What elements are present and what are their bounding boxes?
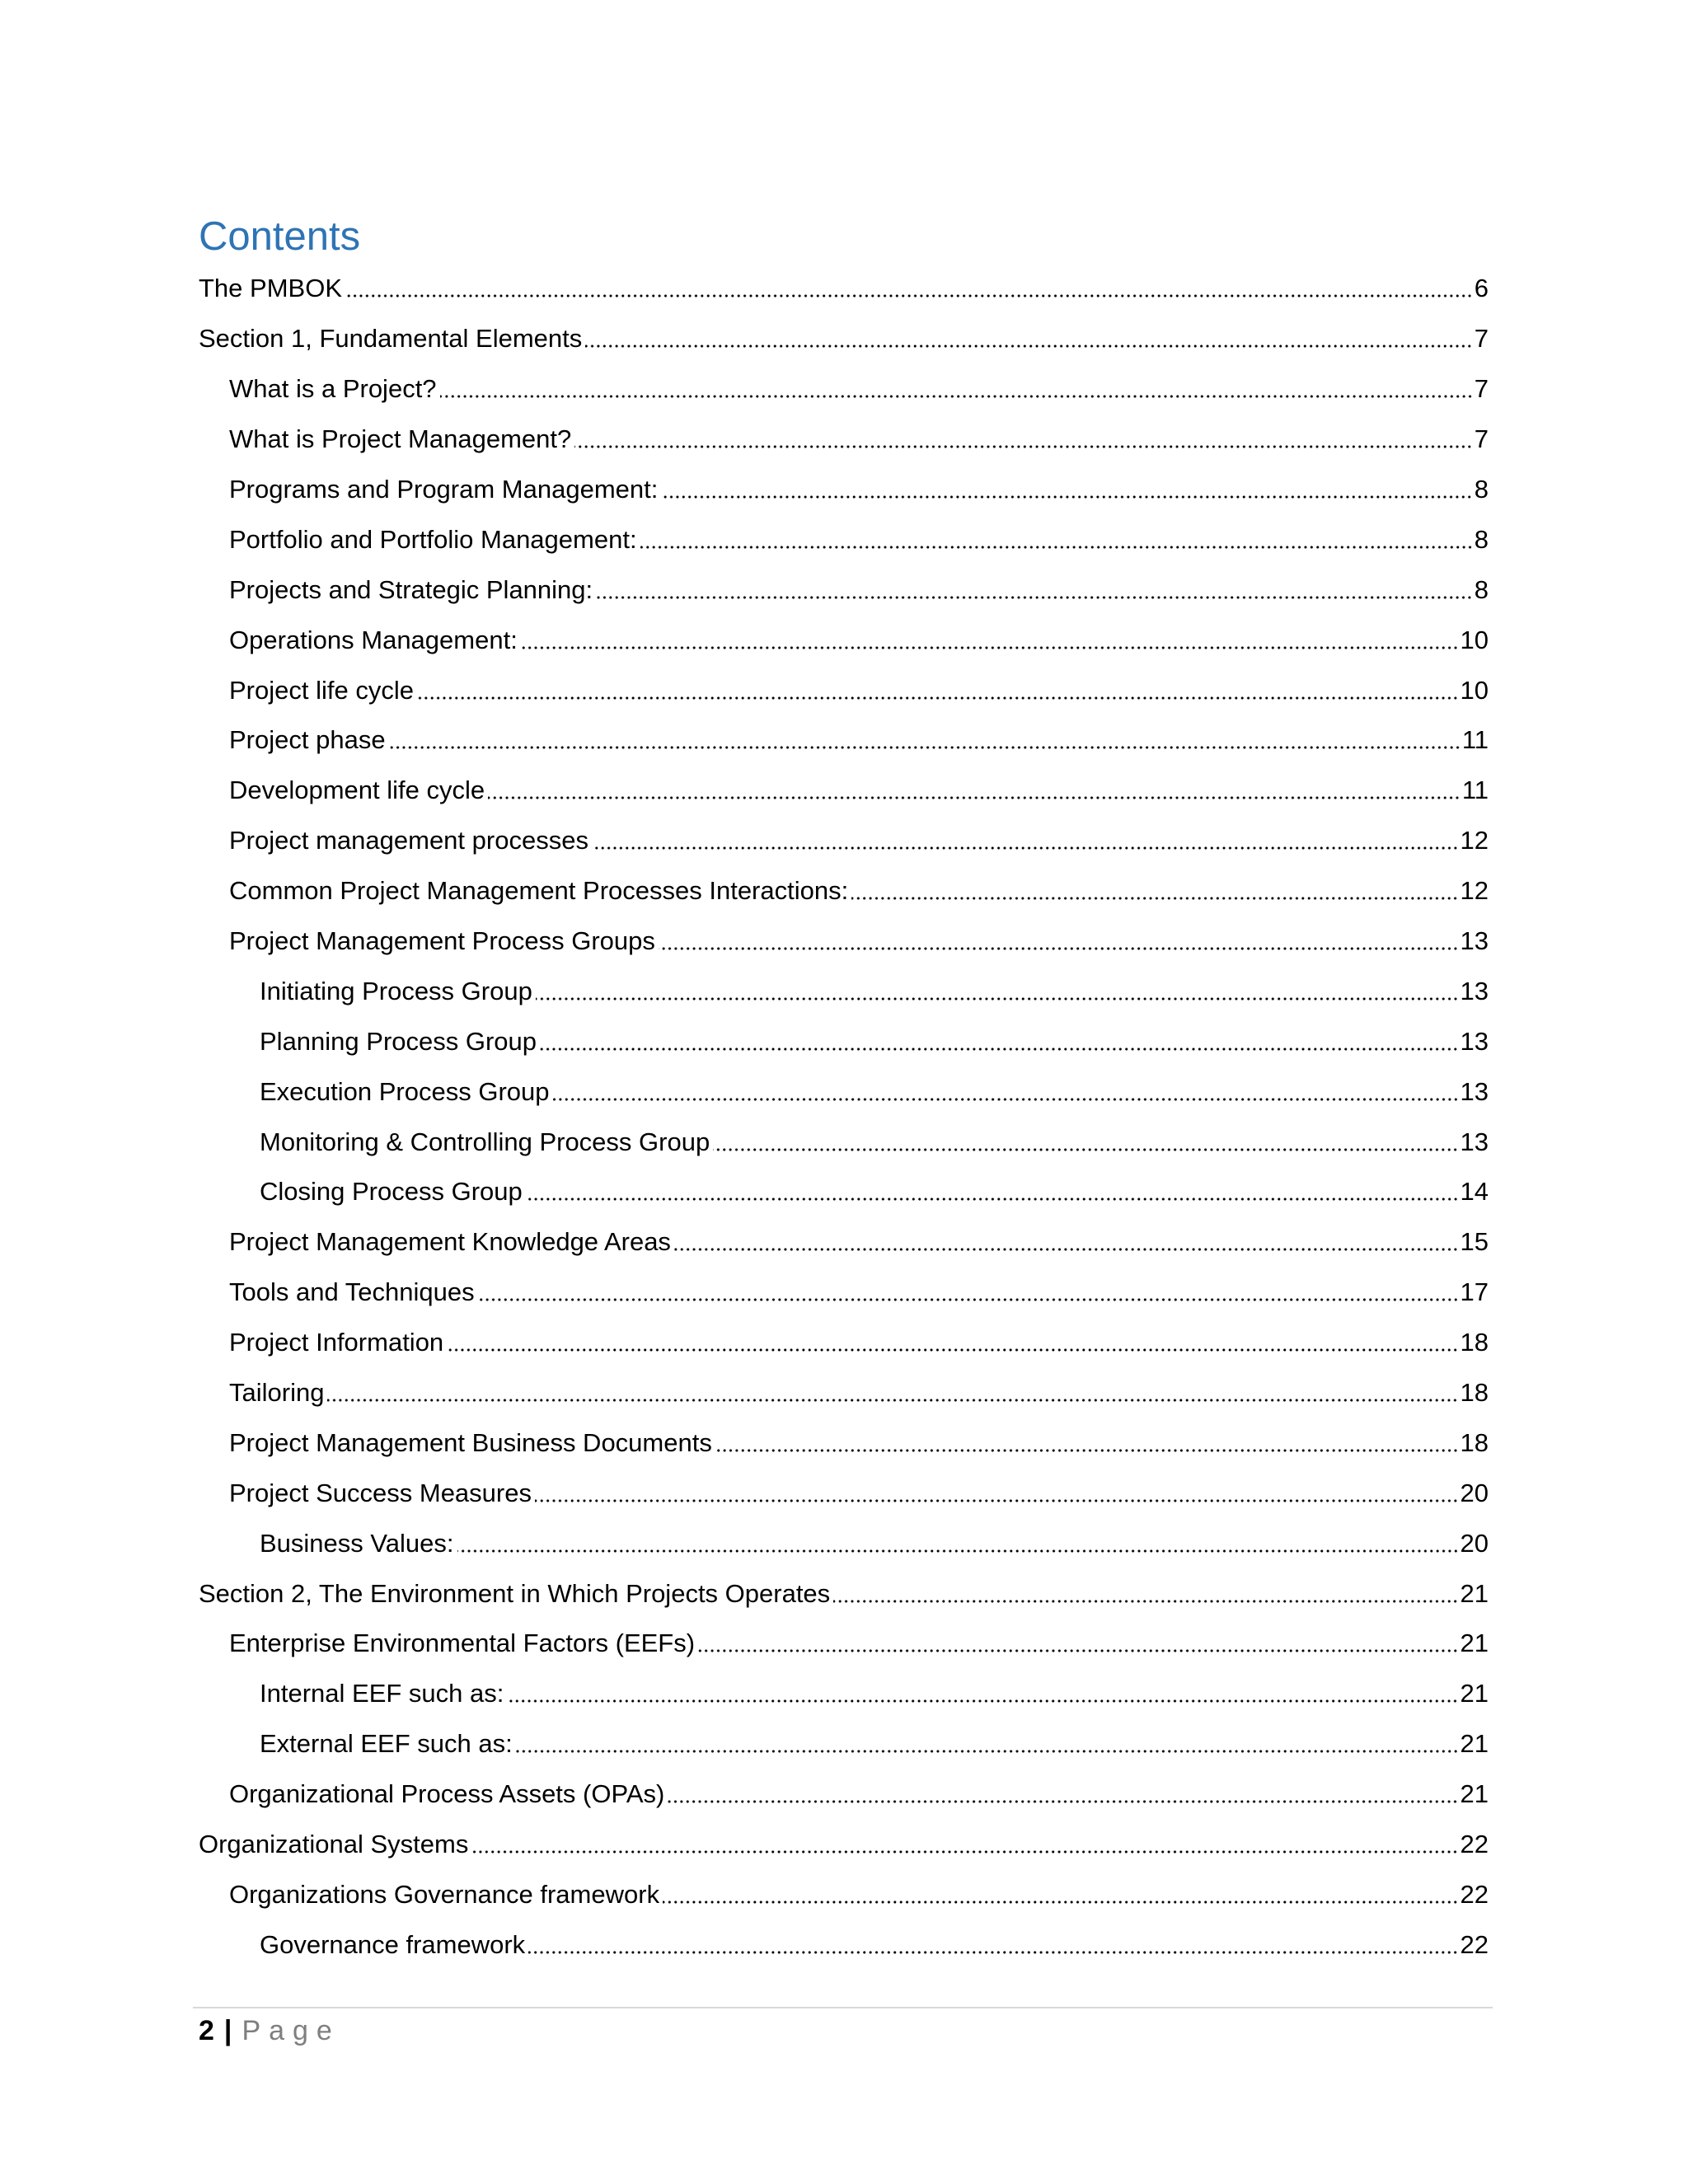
toc-entry-page-number[interactable]: 11 xyxy=(1461,725,1489,755)
toc-dot-leader xyxy=(471,1850,1458,1854)
toc-entry-title[interactable]: Business Values: xyxy=(260,1527,457,1560)
toc-entry[interactable] xyxy=(199,1619,1489,1669)
toc-dot-leader xyxy=(585,344,1472,348)
toc-entry[interactable] xyxy=(199,1669,1489,1719)
toc-entry-title[interactable]: Organizational Systems xyxy=(199,1828,471,1861)
toc-entry-title[interactable]: External EEF such as: xyxy=(260,1727,516,1760)
toc-dot-leader xyxy=(345,294,1473,298)
toc-entry[interactable] xyxy=(199,1518,1489,1568)
toc-entry-title[interactable]: Organizations Governance framework xyxy=(229,1878,663,1911)
toc-entry[interactable] xyxy=(199,916,1489,967)
toc-entry[interactable] xyxy=(199,1769,1489,1820)
toc-dot-leader xyxy=(417,696,1459,700)
toc-entry-page-number[interactable]: 22 xyxy=(1460,1929,1489,1959)
toc-entry-title[interactable]: Initiating Process Group xyxy=(260,975,536,1008)
toc-entry[interactable] xyxy=(199,1318,1489,1368)
toc-entry-page-number[interactable]: 20 xyxy=(1460,1528,1489,1558)
toc-entry[interactable] xyxy=(199,1870,1489,1920)
toc-dot-leader xyxy=(457,1549,1459,1553)
toc-entry-page-number[interactable]: 21 xyxy=(1460,1679,1489,1708)
toc-entry-page-number[interactable]: 8 xyxy=(1474,475,1489,504)
toc-entry[interactable] xyxy=(199,1268,1489,1318)
toc-entry[interactable] xyxy=(199,1468,1489,1518)
toc-dot-leader xyxy=(713,1148,1458,1151)
toc-entry[interactable] xyxy=(199,314,1489,364)
toc-entry[interactable] xyxy=(199,364,1489,415)
toc-dot-leader xyxy=(526,1197,1459,1201)
toc-entry[interactable] xyxy=(199,514,1489,565)
toc-dot-leader xyxy=(536,997,1459,1001)
toc-entry-title[interactable]: Section 1, Fundamental Elements xyxy=(199,322,585,355)
toc-entry[interactable] xyxy=(199,1568,1489,1619)
contents-heading: Contents xyxy=(199,214,361,259)
toc-dot-leader xyxy=(521,646,1459,649)
toc-entry-page-number[interactable]: 12 xyxy=(1460,826,1489,855)
toc-entry-title[interactable]: Monitoring & Controlling Process Group xyxy=(260,1126,713,1159)
toc-entry[interactable] xyxy=(199,1217,1489,1268)
toc-entry-page-number[interactable]: 18 xyxy=(1460,1328,1489,1357)
toc-entry-title[interactable]: Project Information xyxy=(229,1326,447,1359)
toc-dot-leader xyxy=(668,1800,1458,1803)
toc-entry-title[interactable]: The PMBOK xyxy=(199,272,345,305)
toc-dot-leader xyxy=(488,796,1461,799)
toc-dot-leader xyxy=(528,1951,1458,1954)
toc-entry-page-number[interactable]: 14 xyxy=(1460,1177,1489,1207)
toc-entry-title[interactable]: Project phase xyxy=(229,724,389,757)
toc-entry[interactable] xyxy=(199,1117,1489,1167)
toc-entry-page-number[interactable]: 22 xyxy=(1460,1879,1489,1909)
toc-entry-page-number[interactable]: 18 xyxy=(1460,1427,1489,1457)
toc-dot-leader xyxy=(574,445,1473,448)
toc-entry[interactable] xyxy=(199,565,1489,615)
toc-entry[interactable] xyxy=(199,415,1489,465)
toc-entry-page-number[interactable]: 10 xyxy=(1460,625,1489,654)
toc-dot-leader xyxy=(478,1298,1459,1301)
toc-entry-title[interactable]: Development life cycle xyxy=(229,774,488,807)
toc-entry-page-number[interactable]: 13 xyxy=(1460,1127,1489,1156)
toc-entry-title[interactable]: Closing Process Group xyxy=(260,1175,526,1208)
toc-entry-title[interactable]: Governance framework xyxy=(260,1929,528,1961)
toc-dot-leader xyxy=(661,495,1472,499)
toc-entry-title[interactable]: Internal EEF such as: xyxy=(260,1677,507,1710)
table-of-contents xyxy=(199,264,1489,1970)
toc-dot-leader xyxy=(851,897,1458,900)
toc-entry-title[interactable]: What is Project Management? xyxy=(229,423,574,456)
toc-entry-title[interactable]: Project Management Knowledge Areas xyxy=(229,1226,674,1258)
toc-dot-leader xyxy=(507,1699,1458,1703)
toc-entry-title[interactable]: Common Project Management Processes Interactions: xyxy=(229,874,851,907)
toc-entry[interactable] xyxy=(199,1167,1489,1217)
toc-entry-title[interactable]: Project management processes xyxy=(229,824,592,857)
toc-entry[interactable] xyxy=(199,715,1489,766)
toc-entry[interactable] xyxy=(199,1919,1489,1970)
toc-entry-page-number[interactable]: 8 xyxy=(1474,574,1489,604)
toc-entry-title[interactable]: Projects and Strategic Planning: xyxy=(229,574,596,607)
toc-dot-leader xyxy=(659,947,1459,950)
toc-dot-leader xyxy=(592,846,1459,850)
footer-separator: | xyxy=(223,2014,232,2046)
toc-entry-title[interactable]: Tailoring xyxy=(229,1376,327,1409)
toc-entry-title[interactable]: Execution Process Group xyxy=(260,1076,553,1108)
toc-dot-leader xyxy=(674,1248,1459,1251)
toc-entry[interactable] xyxy=(199,966,1489,1016)
toc-entry-page-number[interactable]: 7 xyxy=(1474,324,1489,354)
toc-dot-leader xyxy=(663,1900,1458,1904)
toc-entry-title[interactable]: What is a Project? xyxy=(229,373,440,405)
toc-dot-leader xyxy=(327,1399,1458,1402)
toc-entry[interactable] xyxy=(199,264,1489,314)
toc-entry-page-number[interactable]: 13 xyxy=(1460,1026,1489,1056)
toc-entry-page-number[interactable]: 22 xyxy=(1460,1830,1489,1859)
toc-entry[interactable] xyxy=(199,1719,1489,1769)
toc-entry-page-number[interactable]: 11 xyxy=(1461,776,1489,805)
toc-entry-page-number[interactable]: 15 xyxy=(1460,1227,1489,1257)
toc-entry-page-number[interactable]: 21 xyxy=(1460,1629,1489,1658)
toc-entry-page-number[interactable]: 12 xyxy=(1460,876,1489,906)
toc-entry-title[interactable]: Section 2, The Environment in Which Projects Operates xyxy=(199,1577,833,1610)
toc-dot-leader xyxy=(540,1047,1458,1051)
footer-divider xyxy=(193,2007,1493,2008)
toc-entry-page-number[interactable]: 7 xyxy=(1474,374,1489,404)
page-footer xyxy=(199,2011,340,2050)
toc-entry-page-number[interactable]: 8 xyxy=(1474,524,1489,554)
toc-entry-title[interactable]: Planning Process Group xyxy=(260,1025,540,1058)
toc-entry[interactable] xyxy=(199,866,1489,916)
toc-entry-title[interactable]: Portfolio and Portfolio Management: xyxy=(229,523,640,556)
toc-entry-title[interactable]: Operations Management: xyxy=(229,624,521,657)
toc-entry-title[interactable]: Project Success Measures xyxy=(229,1477,535,1510)
toc-dot-leader xyxy=(640,546,1473,549)
toc-entry[interactable] xyxy=(199,1820,1489,1870)
toc-entry-page-number[interactable]: 17 xyxy=(1460,1277,1489,1307)
toc-dot-leader xyxy=(715,1449,1459,1452)
toc-entry[interactable] xyxy=(199,665,1489,715)
toc-entry-title[interactable]: Tools and Techniques xyxy=(229,1276,478,1309)
toc-dot-leader xyxy=(833,1600,1458,1603)
toc-entry-page-number[interactable]: 6 xyxy=(1474,274,1489,303)
toc-dot-leader xyxy=(596,596,1473,599)
toc-dot-leader xyxy=(698,1649,1458,1652)
toc-entry-page-number[interactable]: 20 xyxy=(1460,1478,1489,1507)
toc-entry-page-number[interactable]: 13 xyxy=(1460,1076,1489,1106)
toc-entry-title[interactable]: Project life cycle xyxy=(229,674,417,707)
toc-entry-page-number[interactable]: 18 xyxy=(1460,1378,1489,1408)
toc-dot-leader xyxy=(535,1499,1459,1502)
toc-entry[interactable] xyxy=(199,1066,1489,1117)
toc-entry-page-number[interactable]: 7 xyxy=(1474,424,1489,454)
toc-entry[interactable] xyxy=(199,1418,1489,1468)
toc-dot-leader xyxy=(516,1750,1459,1753)
toc-dot-leader xyxy=(553,1098,1459,1101)
toc-entry[interactable] xyxy=(199,766,1489,816)
toc-entry[interactable] xyxy=(199,1368,1489,1418)
toc-entry-title[interactable]: Programs and Program Management: xyxy=(229,473,661,506)
toc-entry-title[interactable]: Enterprise Environmental Factors (EEFs) xyxy=(229,1627,698,1660)
footer-page-label: Page xyxy=(241,2014,340,2046)
toc-entry-title[interactable]: Project Management Process Groups xyxy=(229,925,659,958)
toc-entry-page-number[interactable]: 21 xyxy=(1460,1779,1489,1809)
toc-entry-page-number[interactable]: 13 xyxy=(1460,976,1489,1005)
toc-entry-page-number[interactable]: 21 xyxy=(1460,1729,1489,1759)
toc-dot-leader xyxy=(447,1348,1458,1352)
toc-entry[interactable] xyxy=(199,615,1489,665)
toc-entry-page-number[interactable]: 21 xyxy=(1460,1578,1489,1608)
toc-entry[interactable] xyxy=(199,1016,1489,1066)
toc-entry-title[interactable]: Organizational Process Assets (OPAs) xyxy=(229,1778,668,1811)
toc-entry[interactable] xyxy=(199,465,1489,515)
toc-dot-leader xyxy=(440,395,1473,398)
toc-dot-leader xyxy=(389,746,1461,749)
footer-page-number: 2 xyxy=(199,2014,214,2046)
toc-entry-page-number[interactable]: 13 xyxy=(1460,926,1489,956)
toc-entry-title[interactable]: Project Management Business Documents xyxy=(229,1427,715,1460)
toc-entry-page-number[interactable]: 10 xyxy=(1460,675,1489,705)
toc-entry[interactable] xyxy=(199,816,1489,866)
